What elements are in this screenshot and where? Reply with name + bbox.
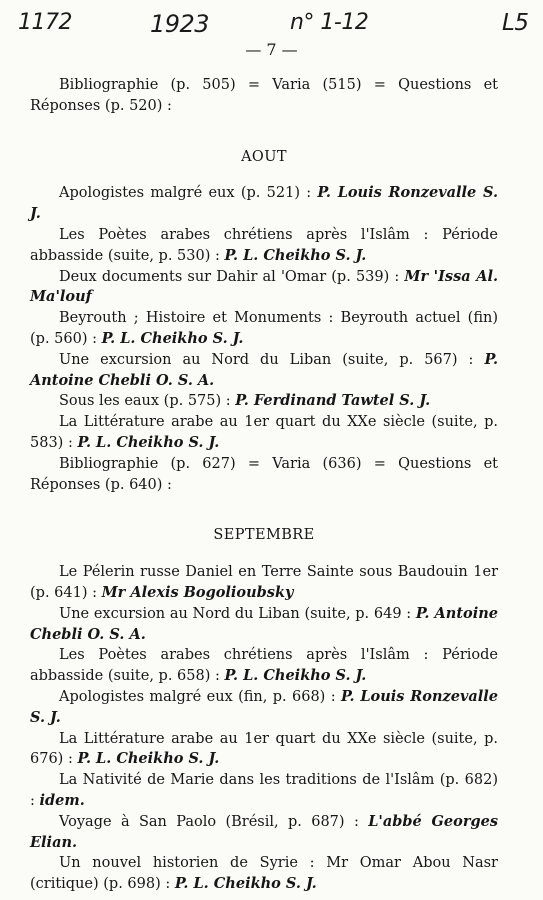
section-septembre (30, 525, 498, 895)
entry-author: P. Ferdinand Tawtel S. J. (235, 392, 431, 410)
entry-title: Bibliographie (p. 627) = Varia (636) = Questions et Réponses (p. 640) : (30, 455, 498, 493)
entry-title: Un nouvel historien de Syrie : Mr Omar Abou Nasr (critique) (p. 698) : (30, 855, 498, 893)
list-item (30, 645, 498, 687)
entry-title: Les Poètes arabes chrétiens après l'Islâm : Période abbasside (suite, p. 658) : (30, 647, 498, 685)
list-item (30, 853, 498, 895)
entry-author: L'abbé Georges Elian. (30, 812, 498, 851)
entry-author: Mr Alexis Bogolioubsky (101, 583, 294, 601)
handwritten-annotation: n° 1-12 (290, 10, 369, 35)
list-item (30, 562, 498, 604)
list-item (30, 183, 498, 225)
section-aout (30, 147, 498, 496)
list-item (30, 729, 498, 771)
list-item (30, 412, 498, 454)
entry-author: P. Antoine Chebli O. S. A. (30, 350, 498, 389)
list-item (30, 454, 498, 496)
entry-author: P. L. Cheikho S. J. (77, 750, 220, 768)
list-item (30, 308, 498, 350)
list-item (30, 225, 498, 267)
entry-author: Mr 'Issa Al. Ma'louf (30, 267, 498, 306)
list-item: Bibliographie (p. 505) = Varia (515) = Questions et Réponses (p. 520) : (30, 77, 498, 114)
page-number: — 7 — (245, 40, 298, 59)
entry-author: idem. (39, 791, 85, 809)
handwritten-annotation: 1172 (18, 10, 72, 35)
entry-author: P. L. Cheikho S. J. (224, 667, 367, 685)
list-item (30, 267, 498, 309)
entry-title: Voyage à San Paolo (Brésil, p. 687) : (59, 813, 369, 830)
list-item (30, 687, 498, 729)
list-item (30, 391, 498, 412)
entry-title: La Nativité de Marie dans les traditions de l'Islâm (p. 682) : (30, 772, 498, 809)
entry-title: Apologistes malgré eux (p. 521) : (59, 185, 318, 202)
list-item (30, 770, 498, 812)
list-item (30, 350, 498, 392)
entry-author: P. L. Cheikho S. J. (101, 329, 244, 347)
handwritten-annotation: L5 (502, 10, 529, 36)
table-of-contents (30, 75, 498, 895)
entry-title: Apologistes malgré eux (fin, p. 668) : (59, 688, 341, 705)
entry-title: Beyrouth ; Histoire et Monuments : Beyrouth actuel (fin) (p. 560) : (30, 310, 498, 347)
entry-title: Les Poètes arabes chrétiens après l'Islâm : Période abbasside (suite, p. 530) : (30, 226, 498, 264)
entry-title: Une excursion au Nord du Liban (suite, p. 649 : (59, 605, 416, 622)
handwritten-annotation: 1923 (150, 10, 210, 38)
entry-author: P. Louis Ronzevalle S. J. (30, 184, 498, 223)
entry-author: P. L. Cheikho S. J. (224, 246, 367, 264)
entry-title: La Littérature arabe au 1er quart du XXe siècle (suite, p. 583) : (30, 414, 498, 451)
section-heading: SEPTEMBRE (213, 527, 315, 544)
entry-title: Sous les eaux (p. 575) : (59, 393, 236, 410)
section-heading: AOUT (241, 148, 287, 165)
entry-author: P. L. Cheikho S. J. (174, 875, 317, 893)
entry-author: P. Louis Ronzevalle S. J. (30, 687, 499, 726)
list-item (30, 812, 498, 854)
entry-title: Deux documents sur Dahir al 'Omar (p. 539) : (59, 268, 405, 285)
entry-title: La Littérature arabe au 1er quart du XXe siècle (suite, p. 676) : (30, 730, 498, 768)
entry-author: P. L. Cheikho S. J. (77, 433, 220, 451)
entry-title: Le Pélerin russe Daniel en Terre Sainte sous Baudouin 1er (p. 641) : (30, 564, 498, 601)
list-item (30, 604, 498, 646)
entry-title: Une excursion au Nord du Liban (suite, p. 567) : (59, 351, 485, 368)
entry-author: P. Antoine Chebli O. S. A. (30, 604, 498, 643)
